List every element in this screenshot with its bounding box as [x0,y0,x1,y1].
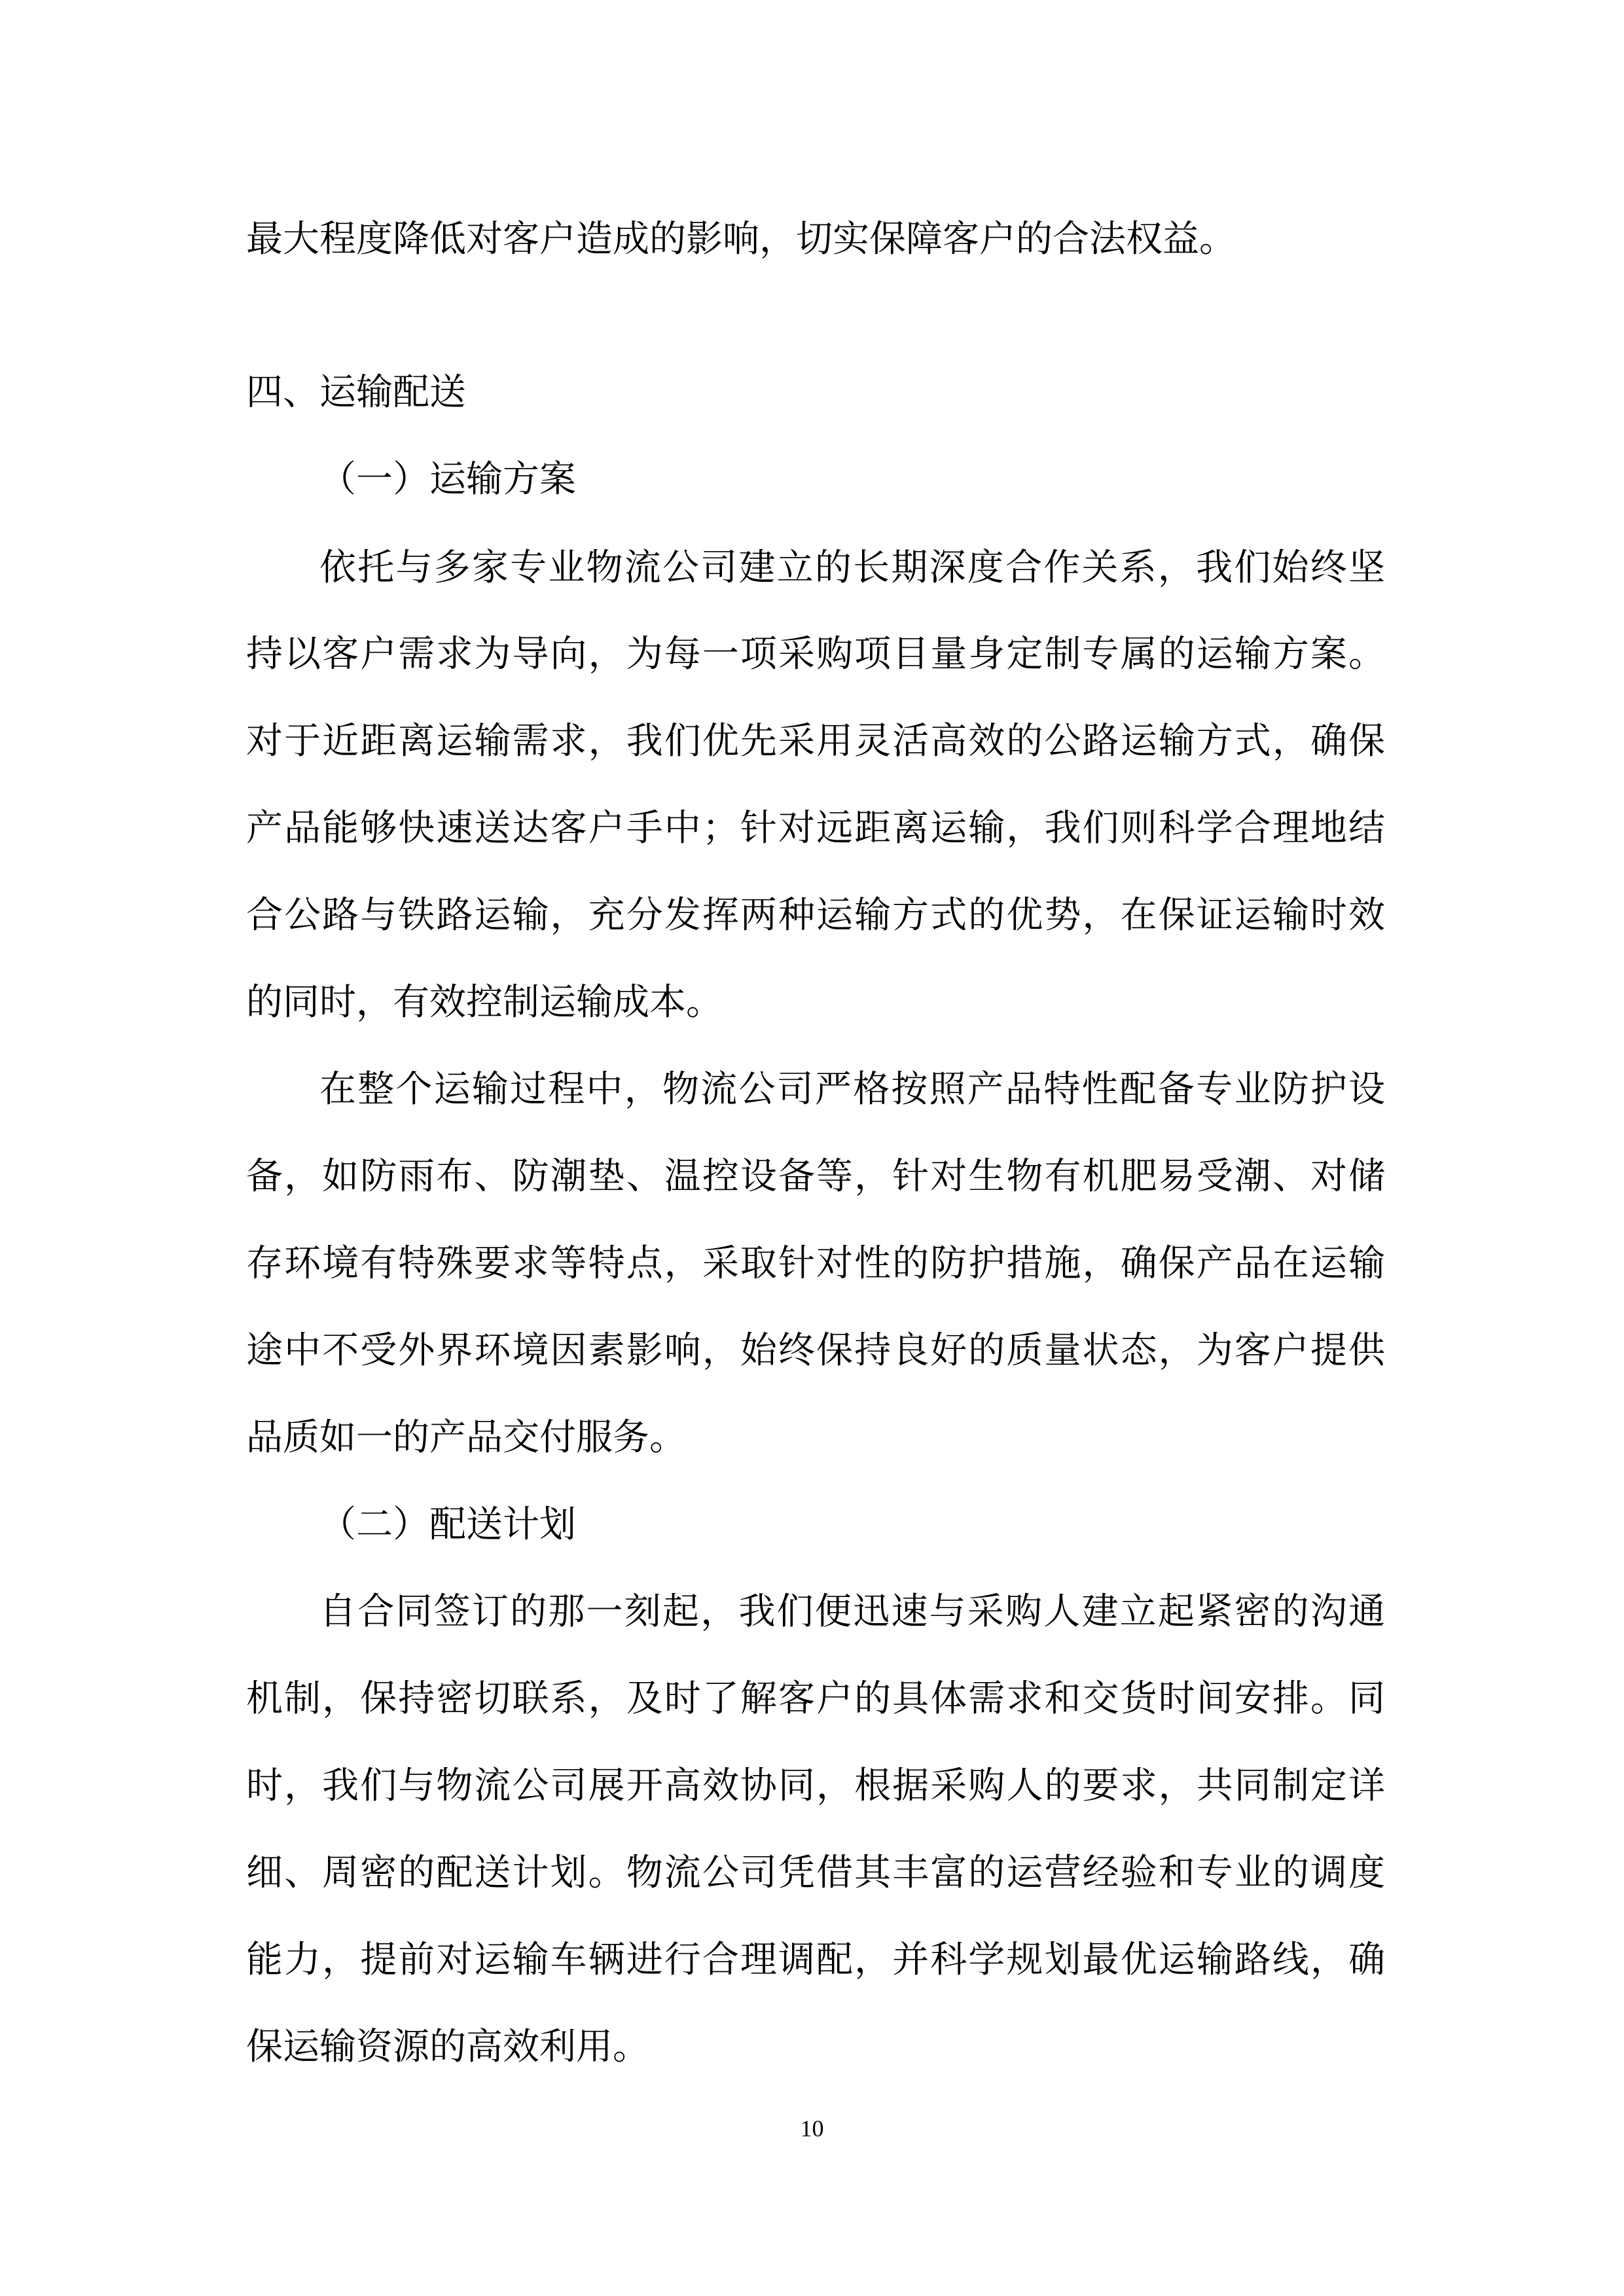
text-line: 细、周密的配送计划。物流公司凭借其丰富的运营经验和专业的调度 [246,1852,1385,1894]
text-line: 在整个运输过程中，物流公司严格按照产品特性配备专业防护设 [319,1068,1385,1111]
text-line: 时，我们与物流公司展开高效协同，根据采购人的要求，共同制定详 [246,1765,1385,1807]
text-line: 合公路与铁路运输，充分发挥两种运输方式的优势，在保证运输时效 [246,894,1385,937]
subsection-heading: （一）运输方案 [319,458,576,501]
text-line: 自合同签订的那一刻起，我们便迅速与采购人建立起紧密的沟通 [319,1590,1385,1633]
text-line: 持以客户需求为导向，为每一项采购项目量身定制专属的运输方案。 [246,633,1385,675]
subsection-heading: （二）配送计划 [319,1503,576,1546]
text-line: 保运输资源的高效利用。 [246,2026,649,2068]
section-heading: 四、运输配送 [246,371,466,414]
text-line: 产品能够快速送达客户手中；针对远距离运输，我们则科学合理地结 [246,807,1385,850]
text-line: 备，如防雨布、防潮垫、温控设备等，针对生物有机肥易受潮、对储 [246,1155,1385,1198]
text-line: 途中不受外界环境因素影响，始终保持良好的质量状态，为客户提供 [246,1329,1385,1372]
text-line: 品质如一的产品交付服务。 [246,1416,686,1459]
text-line: 最大程度降低对客户造成的影响，切实保障客户的合法权益。 [246,218,1236,260]
text-line: 存环境有特殊要求等特点，采取针对性的防护措施，确保产品在运输 [246,1242,1385,1285]
text-line: 机制，保持密切联系，及时了解客户的具体需求和交货时间安排。同 [246,1677,1385,1720]
text-line: 的同时，有效控制运输成本。 [246,981,723,1024]
page-number: 10 [800,2115,824,2142]
text-line: 依托与多家专业物流公司建立的长期深度合作关系，我们始终坚 [319,547,1385,589]
text-line: 能力，提前对运输车辆进行合理调配，并科学规划最优运输路线，确 [246,1939,1385,1981]
text-line: 对于近距离运输需求，我们优先采用灵活高效的公路运输方式，确保 [246,720,1385,762]
